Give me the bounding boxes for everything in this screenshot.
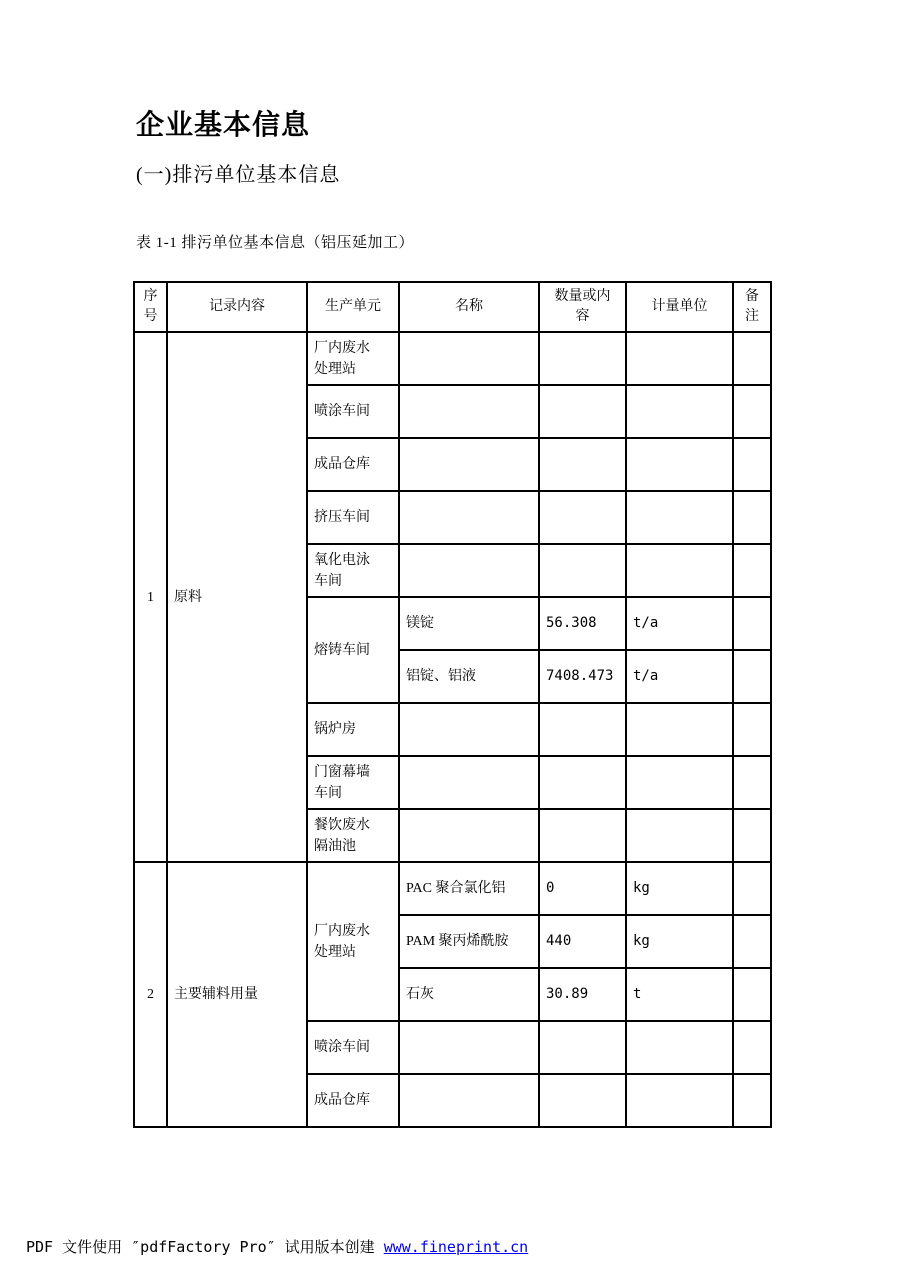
cell-name: 铝锭、铝液	[399, 650, 539, 703]
cell-name	[399, 703, 539, 756]
cell-name	[399, 1021, 539, 1074]
cell-measure-unit	[626, 385, 733, 438]
cell-name	[399, 756, 539, 809]
cell-section-no: 1	[134, 332, 167, 862]
cell-measure-unit	[626, 491, 733, 544]
cell-note	[733, 597, 771, 650]
cell-measure-unit	[626, 438, 733, 491]
cell-note	[733, 968, 771, 1021]
cell-measure-unit	[626, 756, 733, 809]
table-caption: 表 1-1 排污单位基本信息（铝压延加工）	[136, 235, 414, 251]
cell-measure-unit	[626, 1021, 733, 1074]
header-cell-unit: 生产单元	[307, 282, 399, 332]
cell-note	[733, 1021, 771, 1074]
cell-quantity	[539, 438, 626, 491]
cell-measure-unit: t/a	[626, 597, 733, 650]
cell-production-unit: 门窗幕墙车间	[307, 756, 399, 809]
cell-note	[733, 915, 771, 968]
cell-name	[399, 332, 539, 385]
cell-quantity	[539, 491, 626, 544]
cell-quantity	[539, 544, 626, 597]
header-cell-qty: 数量或内容	[539, 282, 626, 332]
cell-name	[399, 491, 539, 544]
cell-measure-unit: t	[626, 968, 733, 1021]
cell-record-content: 主要辅料用量	[167, 862, 307, 1127]
cell-section-no: 2	[134, 862, 167, 1127]
cell-measure-unit	[626, 703, 733, 756]
cell-name	[399, 438, 539, 491]
cell-production-unit: 厂内废水处理站	[307, 332, 399, 385]
cell-note	[733, 756, 771, 809]
cell-production-unit: 喷涂车间	[307, 385, 399, 438]
cell-name	[399, 385, 539, 438]
cell-note	[733, 385, 771, 438]
cell-production-unit: 熔铸车间	[307, 597, 399, 703]
cell-production-unit: 厂内废水处理站	[307, 862, 399, 1021]
cell-note	[733, 1074, 771, 1127]
header-cell-no: 序号	[134, 282, 167, 332]
cell-production-unit: 成品仓库	[307, 438, 399, 491]
cell-quantity	[539, 809, 626, 862]
header-cell-name: 名称	[399, 282, 539, 332]
cell-name	[399, 544, 539, 597]
cell-name: 石灰	[399, 968, 539, 1021]
cell-record-content: 原料	[167, 332, 307, 862]
page-title: 企业基本信息	[136, 110, 311, 141]
fineprint-link[interactable]: www.fineprint.cn	[383, 1238, 529, 1256]
table-row	[134, 332, 771, 385]
cell-quantity: 440	[539, 915, 626, 968]
cell-note	[733, 544, 771, 597]
cell-note	[733, 438, 771, 491]
cell-note	[733, 809, 771, 862]
footer-text: PDF 文件使用 ″pdfFactory Pro″ 试用版本创建	[26, 1238, 384, 1256]
cell-note	[733, 332, 771, 385]
cell-measure-unit	[626, 1074, 733, 1127]
cell-quantity: 56.308	[539, 597, 626, 650]
basic-info-table	[133, 281, 772, 1128]
cell-production-unit: 锅炉房	[307, 703, 399, 756]
cell-note	[733, 862, 771, 915]
cell-measure-unit	[626, 332, 733, 385]
cell-quantity	[539, 332, 626, 385]
cell-note	[733, 491, 771, 544]
cell-quantity	[539, 1021, 626, 1074]
cell-name	[399, 809, 539, 862]
cell-note	[733, 650, 771, 703]
cell-name: PAM 聚丙烯酰胺	[399, 915, 539, 968]
table-row	[134, 862, 771, 915]
cell-measure-unit: kg	[626, 915, 733, 968]
cell-quantity: 30.89	[539, 968, 626, 1021]
cell-production-unit: 餐饮废水隔油池	[307, 809, 399, 862]
cell-production-unit: 挤压车间	[307, 491, 399, 544]
section-heading: (一)排污单位基本信息	[136, 164, 341, 186]
cell-name: 镁锭	[399, 597, 539, 650]
cell-production-unit: 成品仓库	[307, 1074, 399, 1127]
cell-measure-unit	[626, 809, 733, 862]
cell-measure-unit: kg	[626, 862, 733, 915]
cell-production-unit: 氧化电泳车间	[307, 544, 399, 597]
header-cell-measure: 计量单位	[626, 282, 733, 332]
cell-production-unit: 喷涂车间	[307, 1021, 399, 1074]
cell-quantity	[539, 1074, 626, 1127]
table-header-row	[134, 282, 771, 332]
cell-quantity: 0	[539, 862, 626, 915]
cell-quantity	[539, 385, 626, 438]
cell-quantity	[539, 756, 626, 809]
cell-name	[399, 1074, 539, 1127]
cell-note	[733, 703, 771, 756]
cell-measure-unit	[626, 544, 733, 597]
header-cell-record: 记录内容	[167, 282, 307, 332]
cell-quantity: 7408.473	[539, 650, 626, 703]
cell-quantity	[539, 703, 626, 756]
pdf-footer	[26, 1236, 528, 1257]
cell-measure-unit: t/a	[626, 650, 733, 703]
cell-name: PAC 聚合氯化铝	[399, 862, 539, 915]
header-cell-note: 备注	[733, 282, 771, 332]
